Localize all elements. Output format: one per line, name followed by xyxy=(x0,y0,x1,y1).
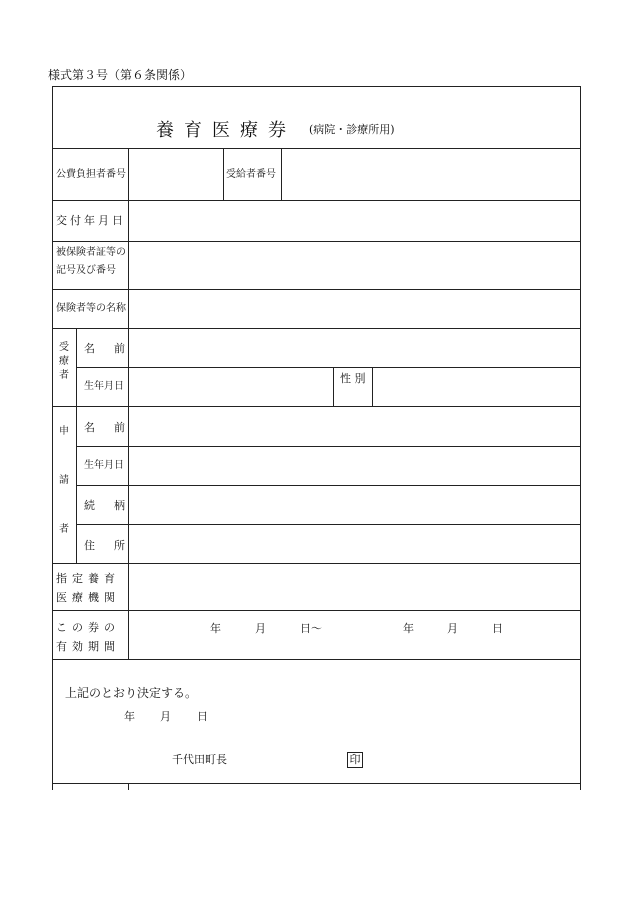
sex-label: 性 別 xyxy=(340,372,366,385)
form-subtitle: (病院・診療所用) xyxy=(309,123,395,136)
row-divider xyxy=(52,563,581,564)
patient-group-label: 療 xyxy=(59,356,69,367)
applicant-name-label: 名 前 xyxy=(84,421,129,434)
facility-label: 指定養育 xyxy=(56,572,120,585)
row-divider xyxy=(52,406,581,407)
row-divider xyxy=(52,328,581,329)
applicant-group-label: 請 xyxy=(59,475,69,486)
facility-label: 医療機関 xyxy=(56,591,120,604)
validity-label: 有効期間 xyxy=(56,640,120,653)
row-divider xyxy=(52,200,581,201)
row-divider xyxy=(52,241,581,242)
applicant-group-label: 者 xyxy=(59,524,69,535)
applicant-birth-label: 生年月日 xyxy=(84,460,124,471)
insurance-cert-label: 記号及び番号 xyxy=(56,265,116,276)
decision-year: 年 xyxy=(124,710,135,723)
column-divider xyxy=(281,148,282,200)
patient-group-label: 者 xyxy=(59,370,69,381)
validity-start-year: 年 xyxy=(210,622,221,635)
row-divider xyxy=(76,446,581,447)
patient-name-label: 名 前 xyxy=(84,342,129,355)
decision-month: 月 xyxy=(160,710,171,723)
patient-group-label: 受 xyxy=(59,342,69,353)
public-burden-number-label: 公費負担者番号 xyxy=(56,169,126,180)
validity-start-day: 日～ xyxy=(300,622,322,635)
insurer-name-label: 保険者等の名称 xyxy=(56,303,126,314)
continuation-line xyxy=(580,784,581,790)
row-divider xyxy=(52,610,581,611)
issuer-name: 千代田町長 xyxy=(172,753,227,766)
recipient-number-label: 受給者番号 xyxy=(226,169,276,180)
continuation-line xyxy=(128,784,129,790)
applicant-group-label: 申 xyxy=(59,426,69,437)
insurance-cert-label: 被保険者証等の xyxy=(56,247,126,258)
continuation-line xyxy=(52,784,53,790)
column-divider xyxy=(128,148,129,659)
column-divider xyxy=(76,328,77,563)
form-title: 養育医療券 xyxy=(156,120,296,141)
column-divider xyxy=(333,367,334,406)
issue-date-label: 交付年月日 xyxy=(56,214,126,227)
decision-statement: 上記のとおり決定する。 xyxy=(65,686,198,700)
row-divider xyxy=(52,659,581,660)
form-number: 様式第３号（第６条関係） xyxy=(48,68,193,82)
row-divider xyxy=(76,524,581,525)
decision-day: 日 xyxy=(197,710,208,723)
patient-birth-label: 生年月日 xyxy=(84,381,124,392)
row-divider xyxy=(52,289,581,290)
validity-end-day: 日 xyxy=(492,622,503,635)
seal-mark: 印 xyxy=(347,752,363,768)
validity-label: この券の xyxy=(56,621,120,634)
medical-voucher-form xyxy=(52,86,581,784)
column-divider xyxy=(372,367,373,406)
row-divider xyxy=(76,367,581,368)
address-label: 住 所 xyxy=(84,539,129,552)
relation-label: 続 柄 xyxy=(84,499,129,512)
validity-end-year: 年 xyxy=(403,622,414,635)
validity-start-month: 月 xyxy=(255,622,266,635)
column-divider xyxy=(223,148,224,200)
validity-end-month: 月 xyxy=(447,622,458,635)
row-divider xyxy=(76,485,581,486)
row-divider xyxy=(52,148,581,149)
